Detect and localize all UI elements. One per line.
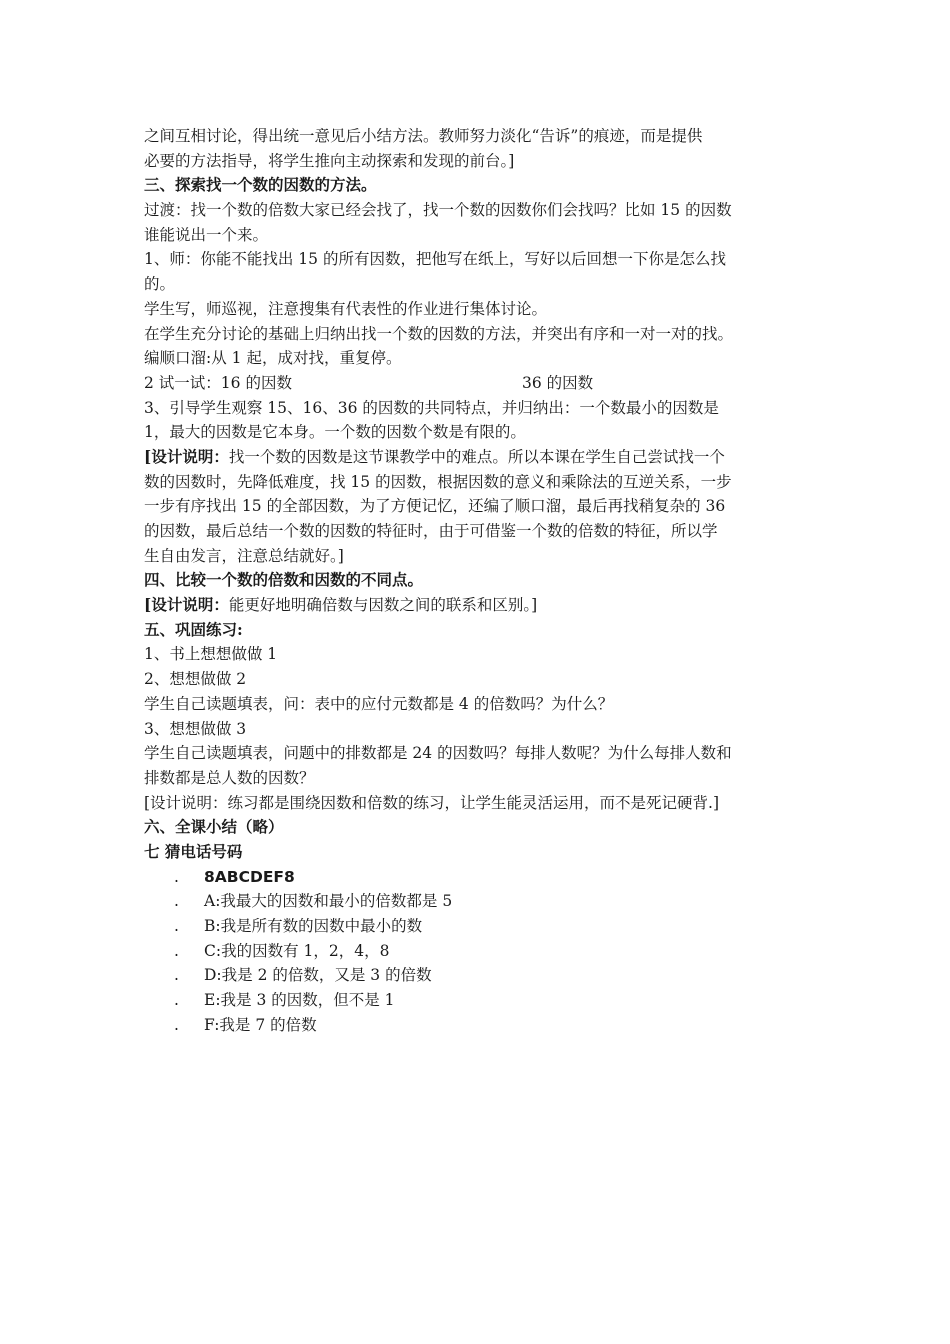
bullet-mark: . [174, 941, 179, 960]
bullet-mark: . [174, 892, 179, 911]
paragraph-line: 过渡：找一个数的倍数大家已经会找了，找一个数的因数你们会找吗？比如 15 的因数 [144, 201, 732, 220]
section-heading: 三、探索找一个数的因数的方法。 [144, 175, 377, 195]
paragraph-line: 3、引导学生观察 15、16、36 的因数的共同特点，并归纳出：一个数最小的因数是 [144, 398, 719, 417]
section-heading: 六、全课小结（略） [144, 817, 284, 837]
list-item-text: E:我是 3 的因数，但不是 1 [204, 991, 395, 1010]
list-item [144, 889, 809, 914]
bullet-mark: . [174, 991, 179, 1010]
section-heading: 七 猜电话号码 [144, 841, 243, 861]
paragraph-line: 必要的方法指导，将学生推向主动探索和发现的前台。] [144, 151, 515, 170]
design-note-line [144, 445, 809, 470]
list-item-text: C:我的因数有 1，2，4，8 [204, 941, 390, 960]
list-item-text: B:我是所有数的因数中最小的数 [204, 917, 423, 935]
design-note-line: 一步有序找出 15 的全部因数，为了方便记忆，还编了顺口溜，最后再找稍复杂的 36 [144, 497, 726, 516]
paragraph-line: 学生自己读题填表，问题中的排数都是 24 的因数吗？每排人数呢？为什么每排人数和 [144, 744, 732, 763]
paragraph-line: [设计说明：练习都是围绕因数和倍数的练习，让学生能灵活运用，而不是死记硬背.] [144, 793, 720, 812]
paragraph-line: 学生自己读题填表，问：表中的应付元数都是 4 的倍数吗？为什么？ [144, 694, 614, 713]
try-right: 36 的因数 [522, 373, 594, 392]
paragraph-line: 之间互相讨论，得出统一意见后小结方法。教师努力淡化“告诉”的痕迹，而是提供 [144, 127, 703, 145]
paragraph-line: 1、书上想想做做 1 [144, 645, 278, 664]
list-item-text: F:我是 7 的倍数 [204, 1015, 317, 1034]
paragraph-line: 学生写，师巡视，注意搜集有代表性的作业进行集体讨论。 [144, 299, 548, 318]
design-note-line: 数的因数时，先降低难度，找 15 的因数，根据因数的意义和乘除法的互逆关系，一步 [144, 472, 732, 491]
paragraph-line: 1，最大的因数是它本身。一个数的因数个数是有限的。 [144, 423, 526, 442]
bullet-mark: . [174, 917, 179, 935]
bullet-mark: . [174, 1015, 179, 1034]
section-heading: 五、巩固练习: [144, 619, 243, 639]
paragraph-line: 编顺口溜:从 1 起，成对找，重复停。 [144, 349, 402, 368]
list-item [144, 865, 809, 890]
try-line [144, 371, 809, 396]
design-note-line: 的因数，最后总结一个数的因数的特征时，由于可借鉴一个数的倍数的特征，所以学 [144, 522, 718, 540]
bullet-mark: . [174, 867, 179, 886]
list-item-text: 8ABCDEF8 [204, 867, 295, 886]
list-item [144, 939, 809, 964]
design-note-label: [设计说明： [144, 595, 229, 615]
section-heading: 四、比较一个数的倍数和因数的不同点。 [144, 570, 424, 590]
design-note-line: 生自由发言，注意总结就好。] [144, 546, 344, 565]
design-note-label: [设计说明： [144, 446, 229, 466]
paragraph-line: 排数都是总人数的因数？ [144, 768, 315, 787]
list-item-text: D:我是 2 的倍数，又是 3 的倍数 [204, 966, 432, 985]
design-note-line [144, 593, 809, 618]
list-item [144, 988, 809, 1013]
paragraph-line: 谁能说出一个来。 [144, 225, 269, 244]
list-item [144, 963, 809, 988]
paragraph-line: 3、想想做做 3 [144, 719, 247, 738]
paragraph-line: 1、师：你能不能找出 15 的所有因数，把他写在纸上，写好以后回想一下你是怎么找 [144, 250, 726, 269]
document-body [144, 124, 809, 1037]
design-note-text: 能更好地明确倍数与因数之间的联系和区别。] [228, 596, 538, 615]
paragraph-line: 在学生充分讨论的基础上归纳出找一个数的因数的方法，并突出有序和一对一对的找。 [144, 324, 734, 343]
try-left: 2 试一试：16 的因数 [144, 373, 292, 392]
list-item [144, 1013, 809, 1038]
bullet-mark: . [174, 966, 179, 985]
paragraph-line: 2、想想做做 2 [144, 670, 247, 689]
list-item [144, 914, 809, 939]
list-item-text: A:我最大的因数和最小的倍数都是 5 [204, 892, 453, 911]
paragraph-line: 的。 [144, 275, 176, 294]
design-note-text: 找一个数的因数是这节课教学中的难点。所以本课在学生自己尝试找一个 [228, 447, 725, 466]
